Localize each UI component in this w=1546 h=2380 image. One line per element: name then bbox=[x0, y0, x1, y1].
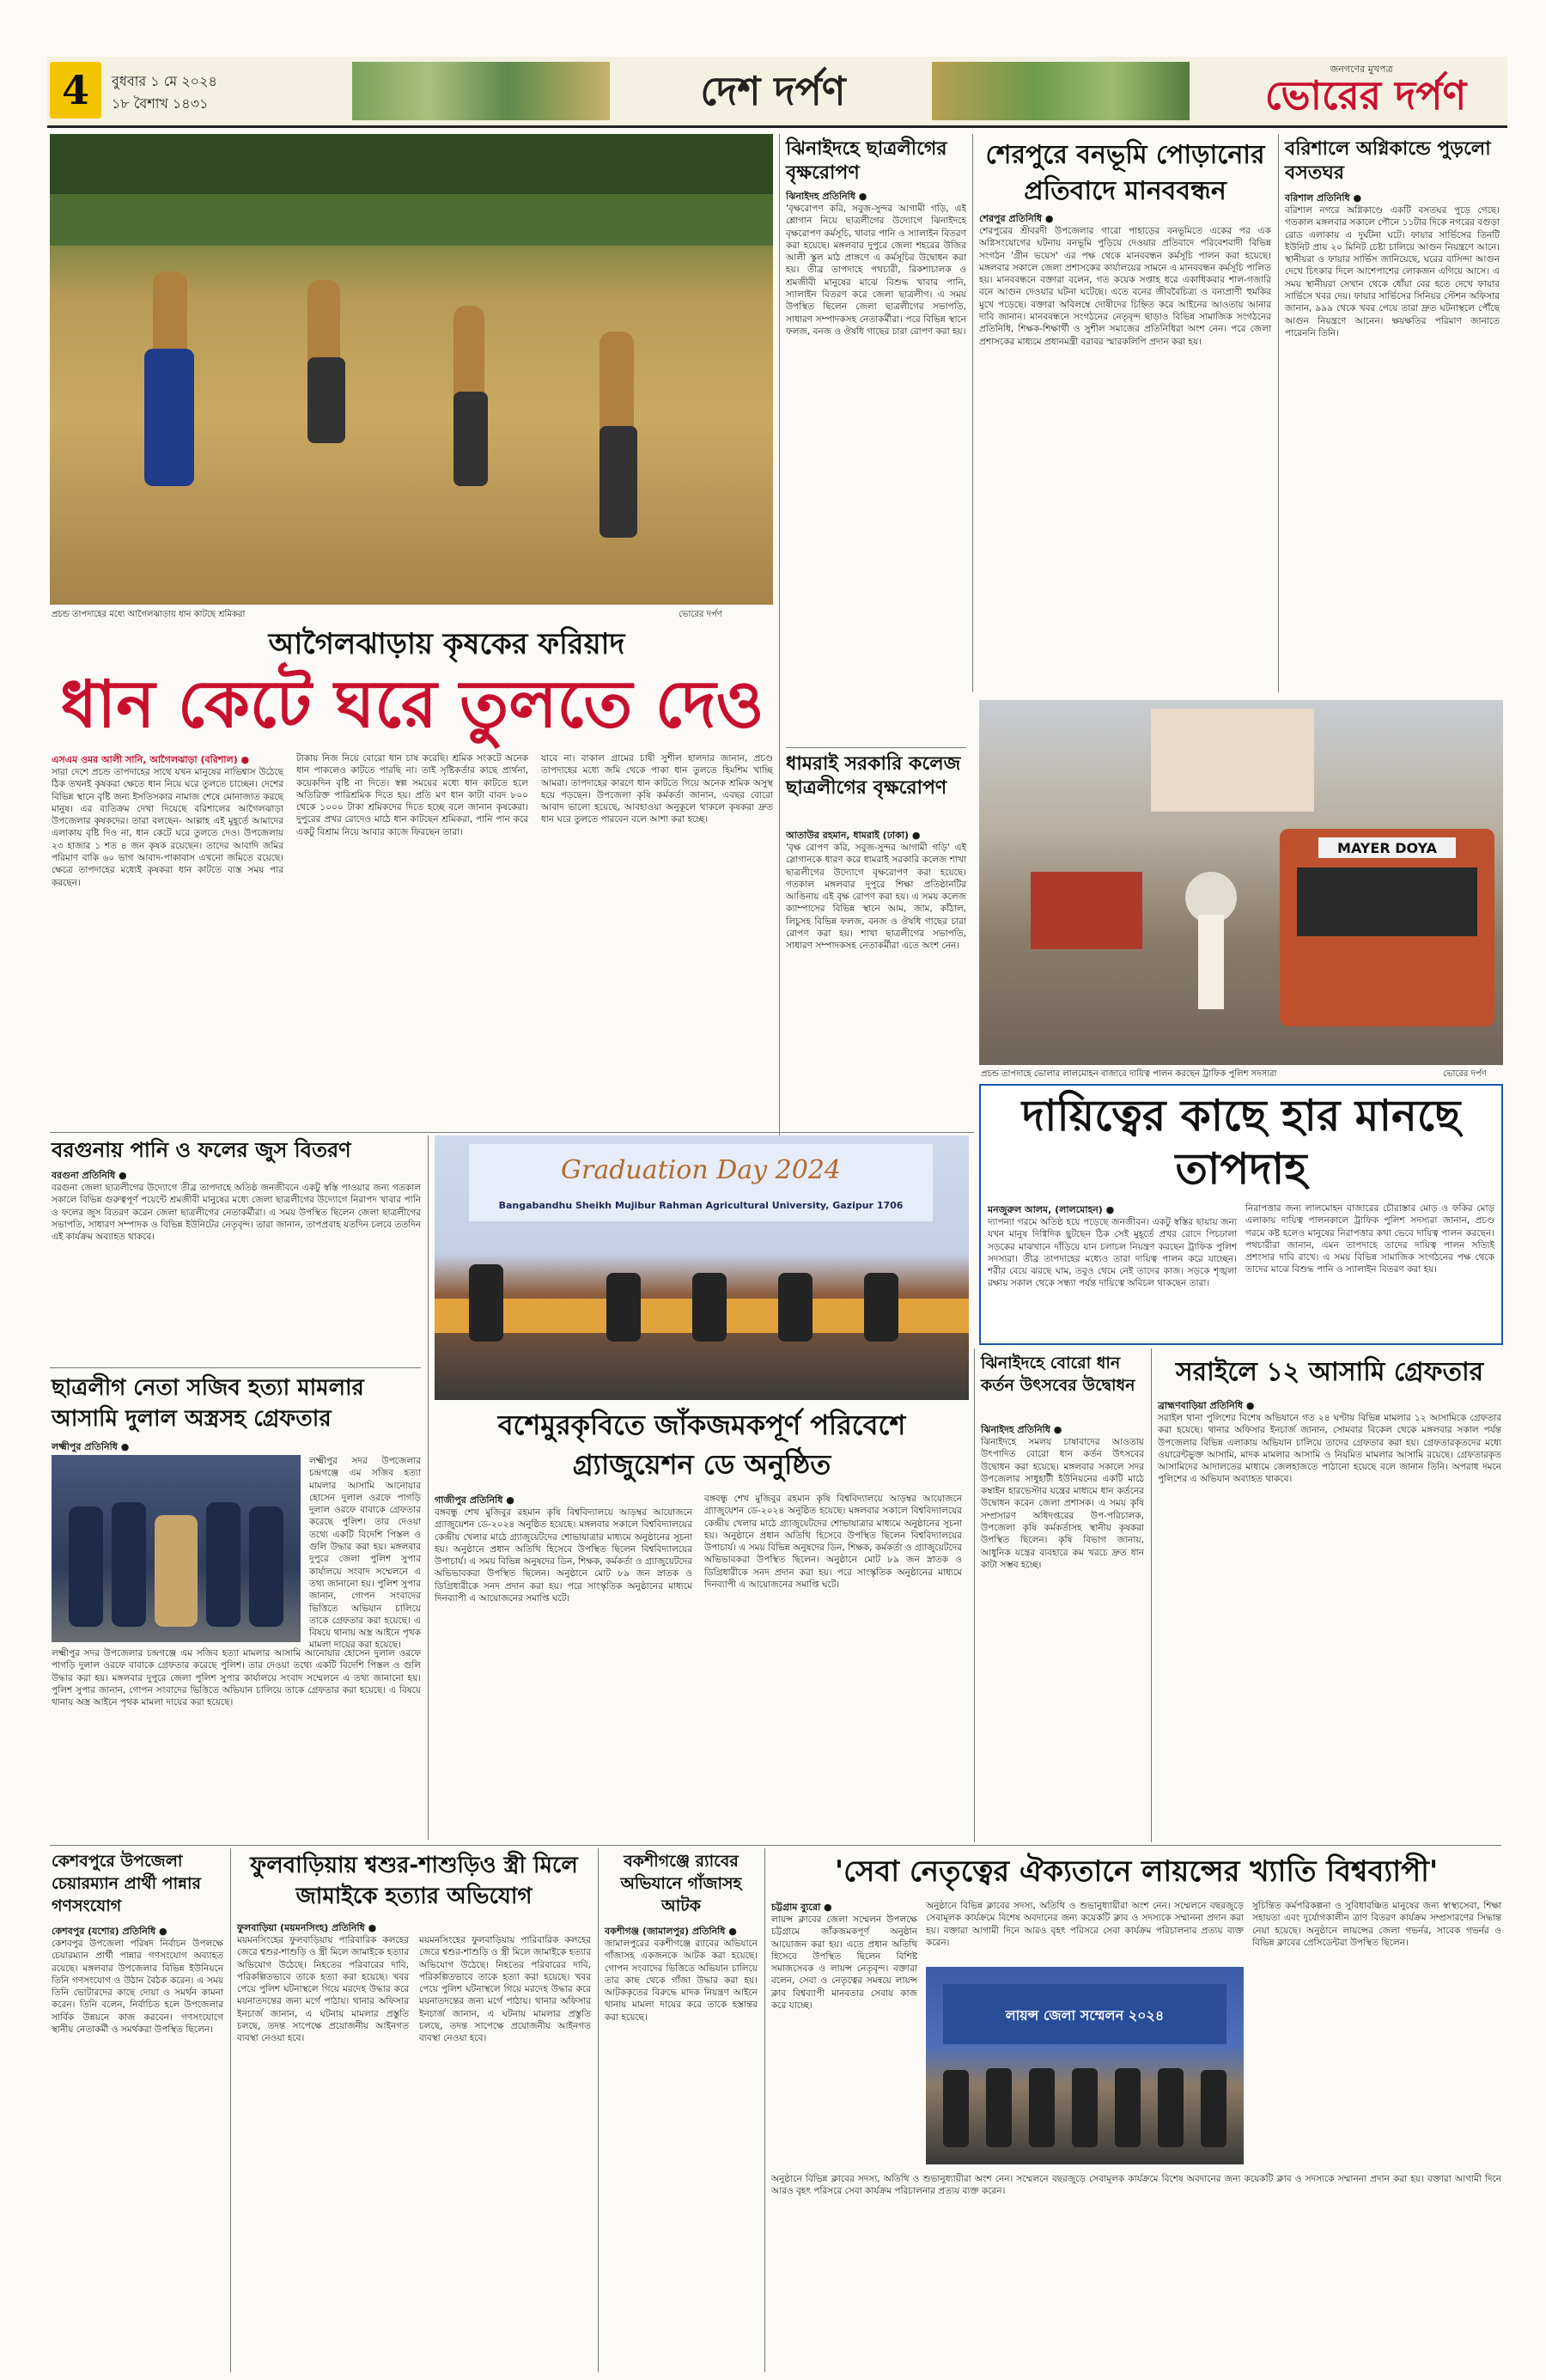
dhamrai-byline: আতাউর রহমান, ধামরাই (ঢাকা) ● bbox=[786, 830, 921, 841]
jhenaidah2-byline: ঝিনাইদহ প্রতিনিধি ● bbox=[981, 1424, 1062, 1435]
police-briefing-scene bbox=[52, 1455, 301, 1642]
tapdah-photo bbox=[979, 700, 1503, 1065]
lions-body-col3: সুচিন্তিত কর্মপরিকল্পনা ও সুবিধাবঞ্চিত মানুষের জন্য স্বাস্থ্যসেবা, শিক্ষা সহায়তা এবং দুর্যোগকালীন ত্রাণ বিতরণ কার্যক্রম সম্প্রসারণের সিদ্ধান্ত নেয়া হয়েছে। অনুষ্ঠানে লায়ন্সের জেলা গভর্নর, সাবেক গভর্নর ও বিভিন্ন ক্লাবের প্রেসিডেন্টরা উপস্থিত ছিলেন। bbox=[1252, 1901, 1501, 1948]
tapdah-photo-caption: প্রচন্ড তাপদাহে ভোলার লালমোহন বাজারে দায়িত্ব পালন করছেন ট্রাফিক পুলিশ সদস্যরা bbox=[981, 1069, 1277, 1079]
section-title: দেশ দর্পণ bbox=[700, 68, 846, 114]
graduation-photo bbox=[435, 1135, 969, 1400]
issue-date-bangla: ১৮ বৈশাখ ১৪৩১ bbox=[112, 95, 209, 112]
sarail-byline: ব্রাহ্মণবাড়িয়া প্রতিনিধি ● bbox=[1158, 1400, 1255, 1411]
lead-headline: ধান কেটে ঘরে তুলতে দেও bbox=[60, 666, 764, 742]
graduation-headline: বশেমুরকৃবিতে জাঁকজমকপূর্ণ পরিবেশে গ্র্যাজুয়েশন ডে অনুষ্ঠিত bbox=[497, 1409, 906, 1481]
header-photo-strip-right bbox=[932, 62, 1190, 120]
harvest-scene bbox=[50, 134, 773, 605]
graduation-banner-university: Bangabandhu Sheikh Mujibur Rahman Agricultural University, Gazipur 1706 bbox=[498, 1200, 904, 1211]
sarail-headline: সরাইলে ১২ আসামি গ্রেফতার bbox=[1175, 1357, 1484, 1387]
paper-logo: ভোরের দর্পণ bbox=[1264, 72, 1467, 119]
barguna-body: বরগুনা জেলা ছাত্রলীগের উদ্যোগে তীব্র তাপদাহে অতিষ্ঠ জনজীবনে একটু স্বস্তি পাওয়ার জন্য গতকাল সকালে বিভিন্ন গুরুত্বপূর্ণ পয়েন্টে শ্রমজীবী মানুষের মধ্যে জেলা ছাত্রলীগের উদ্যোগে নিরাপদ খাবার পানি ও ফলের জুস বিতরণ করেন জেলা ছাত্রলীগের নেতাকর্মীরা। এ সময় উপস্থিত ছিলেন জেলা ছাত্রলীগের সভাপতি, সাধারণ সম্পাদক ও বিভিন্ন ইউনিটের নেতৃবৃন্দ। তারা জানান, তাপপ্রবাহ যতদিন চলবে ততদিন এই কার্যক্রম অব্যাহত থাকবে। bbox=[52, 1183, 421, 1243]
fulbari-body-col2: ময়মনসিংহের ফুলবাড়িয়ায় পারিবারিক কলহের জেরে শ্বশুর-শাশুড়ি ও স্ত্রী মিলে জামাইকে হত্যার অভিযোগ উঠেছে। নিহতের পরিবারের দাবি, পরিকল্পিতভাবে তাকে হত্যা করা হয়েছে। খবর পেয়ে পুলিশ ঘটনাস্থলে গিয়ে মরদেহ উদ্ধার করে ময়নাতদন্তের জন্য মর্গে পাঠায়। থানার অফিসার ইনচার্জ জানান, এ ঘটনায় মামলার প্রস্তুতি চলছে, তদন্ত সাপেক্ষে প্রয়োজনীয় আইনগত ব্যবস্থা নেওয়া হবে। bbox=[419, 1935, 591, 2044]
barishal-byline: বরিশাল প্রতিনিধি ● bbox=[1285, 192, 1362, 204]
lions-photo bbox=[926, 1967, 1244, 2164]
graduation-body-col2: বঙ্গবন্ধু শেখ মুজিবুর রহমান কৃষি বিশ্ববিদ্যালয়ে আড়ম্বর আয়োজনে গ্র্যাজুয়েশন ডে-২০২৪ অনুষ্ঠিত হয়েছে। মঙ্গলবার সকালে বিশ্ববিদ্যালয়ের কেন্দ্রীয় খেলার মাঠে গ্র্যাজুয়েটদের শোভাযাত্রার মাধ্যমে অনুষ্ঠানের সূচনা হয়। অনুষ্ঠানে প্রধান অতিথি হিসেবে উপস্থিত ছিলেন বিশ্ববিদ্যালয়ের উপাচার্য। এ সময় বিভিন্ন অনুষদের ডিন, শিক্ষক, কর্মকর্তা ও গ্র্যাজুয়েটদের অভিভাবকরা উপস্থিত ছিলেন। অনুষ্ঠানে মোট ৮৯ জন স্নাতক ও ডিগ্রিধারীকে সনদ প্রদান করা হয়। পরে সাংস্কৃতিক অনুষ্ঠানের মাধ্যমে দিনব্যাপী এ আয়োজনের সমাপ্তি ঘটে। bbox=[704, 1494, 962, 1591]
laxmipur-headline: ছাত্রলীগ নেতা সজিব হত্যা মামলার আসামি দুলাল অস্ত্রসহ গ্রেফতার bbox=[52, 1375, 364, 1432]
issue-date: বুধবার ১ মে ২০২৪ bbox=[112, 73, 217, 89]
lead-body-col3: যাবে না। বাকাল গ্রামের চাষী সুশীল হালদার জানান, প্রচণ্ড তাপদাহের মধ্যে জমি থেকে পাকা ধান তুলতে হিমশিম খাচ্ছি আমরা। তাপদাহের কারণে ধান কাটতে গিয়ে অনেক শ্রমিক অসুস্থ হয়ে পড়ছেন। উপজেলা কৃষি কর্মকর্তা জানান, এবছর বোরো আবাদ ভালো হয়েছে, আবহাওয়া অনুকূলে থাকলে কৃষকরা দ্রুত ধান ঘরে তুলতে পারবেন বলে আশা করা হচ্ছে। bbox=[541, 753, 773, 825]
graduation-byline: গাজীপুর প্রতিনিধি ● bbox=[435, 1494, 514, 1506]
bus-destination-sign: MAYER DOYA bbox=[1337, 840, 1437, 856]
page-number: 4 bbox=[61, 67, 89, 113]
bakshiganj-body: জামালপুরের বকশীগঞ্জে র‍্যাবের অভিযানে গাঁজাসহ একজনকে আটক করা হয়েছে। গোপন সংবাদের ভিত্তিতে অভিযান চালিয়ে তার কাছ থেকে গাঁজা উদ্ধার করা হয়। আটককৃতের বিরুদ্ধে মাদক নিয়ন্ত্রণ আইনে থানায় মামলা দায়ের করে তাকে হস্তান্তর করা হয়েছে। bbox=[605, 1939, 758, 2023]
barishal-body: বরিশাল নগরে অগ্নিকাণ্ডে একটি বসতঘর পুড়ে গেছে। গতকাল মঙ্গলবার সকালে পৌনে ১১টার দিকে নগরের বগুড়া রোড এলাকায় এ দুর্ঘটনা ঘটে। ফায়ার সার্ভিসের তিনটি ইউনিট প্রায় ২০ মিনিট চেষ্টা চালিয়ে আগুন নিয়ন্ত্রণে আনে। স্থানীয়রা ও ফায়ার সার্ভিস জানিয়েছে, ঘরের বাসিন্দা আগুন দেখে চিৎকার দিলে আশেপাশের লোকজন এগিয়ে আসে। এ সময় স্থানীয়রা সেখান থেকে ধোঁয়া বের হতে দেখে ফায়ার সার্ভিসে খবর দেয়। ফায়ার সার্ভিসের সিনিয়র স্টেশন অফিসার জানান, ৯৯৯ থেকে খবর পেয়ে তারা দ্রুত ঘটনাস্থলে পৌঁছে আগুন নিয়ন্ত্রণে আনেন। ক্ষয়ক্ষতির পরিমাণ জানাতে পারেননি তিনি। bbox=[1285, 205, 1500, 338]
tapdah-body-col2: নিরাপত্তার জন্য লালমোহন বাজারের চৌরাস্তার মোড় ও ফকির মোড় এলাকায় দায়িত্ব পালনকালে ট্রাফিক পুলিশ সদস্যরা জানান, প্রচণ্ড গরমে কষ্ট হলেও মানুষের নিরাপত্তার কথা ভেবে দায়িত্ব পালন করছেন। পথচারীরা জানান, এমন তাপদাহে তাদের দায়িত্ব পালন সত্যিই প্রশংসার দাবি রাখে। এ সময় বিভিন্ন সামাজিক সংগঠনের পক্ষ থেকে তাদের মাঝে বিশুদ্ধ পানি ও স্যালাইন বিতরণ করা হয়। bbox=[1245, 1203, 1494, 1275]
lead-photo-credit: ভোরের দর্পণ bbox=[679, 610, 722, 619]
jhenaidah-body: 'বৃক্ষরোপণ করি, সবুজ-সুন্দর আগামী গড়ি, এই শ্লোগান নিয়ে ছাত্রলীগের উদ্যোগে ঝিনাইদহে বৃক্ষরোপণ কর্মসূচি, খাবার পানি ও স্যালাইন বিতরণ করা হয়েছে। মঙ্গলবার দুপুরে জেলা শহরের উজির আলী স্কুল মাঠ প্রাঙ্গণে এ কর্মসূচির উদ্বোধন করা হয়। তীব্র তাপদাহে পথচারী, রিকশাচালক ও শ্রমজীবী মানুষের মাঝে বিশুদ্ধ খাবার পানি, স্যালাইন বিতরণ করে জেলা ছাত্রলীগ। এ সময় উপস্থিত ছিলেন জেলা ছাত্রলীগের সভাপতি, সাধারণ সম্পাদকসহ নেতাকর্মীরা। পরে বিভিন্ন স্থানে ফলজ, বনজ ও ঔষধি গাছের চারা রোপণ করা হয়। bbox=[786, 204, 966, 337]
sherpur-byline: শেরপুর প্রতিনিধি ● bbox=[979, 213, 1054, 224]
dhamrai-headline: ধামরাই সরকারি কলেজ ছাত্রলীগের বৃক্ষরোপণ bbox=[786, 753, 961, 799]
jhenaidah-headline: ঝিনাইদহে ছাত্রলীগের বৃক্ষরোপণ bbox=[786, 138, 947, 184]
lead-byline: এসএম ওমর আলী সানি, আগৈলঝাড়া (বরিশাল) ● bbox=[52, 754, 250, 765]
street-scene bbox=[979, 700, 1503, 1065]
jhenaidah2-headline: ঝিনাইদহে বোরো ধান কর্তন উৎসবের উদ্বোধন bbox=[981, 1354, 1135, 1395]
lead-kicker: আগৈলঝাড়ায় কৃষকের ফরিয়াদ bbox=[268, 627, 625, 661]
lions-conference-scene bbox=[926, 1967, 1244, 2164]
laxmipur-body: লক্ষ্মীপুর সদর উপজেলার চন্দ্রগঞ্জে এম সজিব হত্যা মামলার আসামি আনোয়ার হোসেন দুলাল ওরফে পাগড়ি দুলাল ওরফে বাবাকে গ্রেফতার করেছে পুলিশ। তার দেওয়া তথ্যে একটি বিদেশি পিস্তল ও গুলি উদ্ধার করা হয়। মঙ্গলবার দুপুরে জেলা পুলিশ সুপার কার্যালয়ে সংবাদ সম্মেলনে এ তথ্য জানানো হয়। পুলিশ সুপার জানান, গোপন সংবাদের ভিত্তিতে অভিযান চালিয়ে তাকে গ্রেফতার করা হয়েছে। এ বিষয়ে থানায় অস্ত্র আইনে পৃথক মামলা দায়ের করা হয়েছে। bbox=[52, 1648, 421, 1708]
bakshiganj-byline: বকশীগঞ্জ (জামালপুর) প্রতিনিধি ● bbox=[605, 1926, 737, 1937]
jhenaidah-byline: ঝিনাইদহ প্রতিনিধি ● bbox=[786, 191, 867, 202]
barguna-headline: বরগুনায় পানি ও ফলের জুস বিতরণ bbox=[52, 1138, 351, 1162]
laxmipur-photo bbox=[52, 1455, 301, 1642]
fulbari-body-col1: ময়মনসিংহের ফুলবাড়িয়ায় পারিবারিক কলহের জেরে শ্বশুর-শাশুড়ি ও স্ত্রী মিলে জামাইকে হত্যার অভিযোগ উঠেছে। নিহতের পরিবারের দাবি, পরিকল্পিতভাবে তাকে হত্যা করা হয়েছে। খবর পেয়ে পুলিশ ঘটনাস্থলে গিয়ে মরদেহ উদ্ধার করে ময়নাতদন্তের জন্য মর্গে পাঠায়। থানার অফিসার ইনচার্জ জানান, এ ঘটনায় মামলার প্রস্তুতি চলছে, তদন্ত সাপেক্ষে প্রয়োজনীয় আইনগত ব্যবস্থা নেওয়া হবে। bbox=[237, 1935, 409, 2044]
lead-body-col1: সারা দেশে প্রচন্ড তাপদাহের সাথে যখন মানুষের নাভিশ্বাস উঠেছে ঠিক তখনই কৃষকরা ক্ষেতে ধান নিয়ে ঘরে তুলতে চাচ্ছেন। দেশের বিভিন্ন স্থানে বৃষ্টি জন্য ইসতিসকার নামাজ শেষে মোনাজাত করছে মানুষ। এর ব্যতিক্রম দেখা দিয়েছে বরিশালের আগৈলঝাড়া উপজেলার কৃষকদের। তারা বলছেন- আল্লাহ এই মুহূর্তে আমাদের এলাকায় বৃষ্টি দিও না, ধান কেটে ঘরে তুলতে দেও। উপজেলায় ২৩ হাজার ১ শত ৪ জন কৃষক রয়েছেন। তাদের আবাদি জমির পরিমাণ বাকি ৬০ ভাগ আবাদ-পাকাবাস এখনো জমিতে রয়েছে। ক্ষেত্রে তাপদাহের মধ্যেই কৃষকরা ধান কাটতে ব্যস্ত সময় পার করছেন। bbox=[52, 767, 283, 888]
sherpur-body: শেরপুরের শ্রীবরদী উপজেলার গারো পাহাড়ের বনভূমিতে একের পর এক অগ্নিসংযোগের ঘটনায় বনভূমি পুড়িয়ে দেওয়ার প্রতিবাদে পরিবেশবাদী বিভিন্ন সংগঠন 'গ্রীন ভয়েস' এর পক্ষ থেকে মানববন্ধন কর্মসূচি পালন করা হয়েছে। মঙ্গলবার সকালে জেলা প্রশাসকের কার্যালয়ের সামনে এ মানববন্ধন কর্মসূচি পালিত হয়। মানববন্ধনে বক্তারা বলেন, গত কয়েক সপ্তাহ ধরে একাধিকবার শাল-গজারি বনে আগুন দেওয়ার ঘটনা ঘটেছে। এতে বনের জীববৈচিত্র্য ও বন্যপ্রাণী হুমকির মুখে পড়েছে। বক্তারা অবিলম্বে দোষীদের চিহ্নিত করে আইনের আওতায় আনার দাবি জানান। মানববন্ধনে সংগঠনের নেতৃবৃন্দ ছাড়াও বিভিন্ন সামাজিক সংগঠনের প্রতিনিধি, শিক্ষক-শিক্ষার্থী ও সুশীল সমাজের প্রতিনিধিরা অংশ নেন। পরে জেলা প্রশাসকের মাধ্যমে প্রধানমন্ত্রী বরাবর স্মারকলিপি প্রদান করা হয়। bbox=[979, 226, 1271, 347]
jhenaidah2-body: ঝিনাইদহে সমলয় চাষাবাদের আওতায় উৎপাদিত বোরো ধান কর্তন উৎসবের উদ্বোধন করা হয়েছে। মঙ্গলবার সকালে সদর উপজেলার সাধুহাটী ইউনিয়নের একটি মাঠে কম্বাইন হারভেস্টার যন্ত্রের মাধ্যমে ধান কর্তনের উদ্বোধন করেন জেলা প্রশাসক। এ সময় কৃষি সম্প্রসারণ অধিদপ্তরের উপ-পরিচালক, উপজেলা কৃষি কর্মকর্তাসহ স্থানীয় কৃষকরা উপস্থিত ছিলেন। কৃষি বিভাগ জানায়, আধুনিক যন্ত্রের ব্যবহারে কম খরচে দ্রুত ধান কাটা সম্ভব হচ্ছে। bbox=[981, 1437, 1144, 1570]
sherpur-headline: শেরপুরে বনভূমি পোড়ানোর প্রতিবাদে মানববন্ধন bbox=[985, 140, 1265, 206]
graduation-banner-title: Graduation Day 2024 bbox=[561, 1155, 841, 1185]
graduation-stage bbox=[435, 1135, 969, 1400]
graduation-body-col1: বঙ্গবন্ধু শেখ মুজিবুর রহমান কৃষি বিশ্ববিদ্যালয়ে আড়ম্বর আয়োজনে গ্র্যাজুয়েশন ডে-২০২৪ অনুষ্ঠিত হয়েছে। মঙ্গলবার সকালে বিশ্ববিদ্যালয়ের কেন্দ্রীয় খেলার মাঠে গ্র্যাজুয়েটদের শোভাযাত্রার মাধ্যমে অনুষ্ঠানের সূচনা হয়। অনুষ্ঠানে প্রধান অতিথি হিসেবে উপস্থিত ছিলেন বিশ্ববিদ্যালয়ের উপাচার্য। এ সময় বিভিন্ন অনুষদের ডিন, শিক্ষক, কর্মকর্তা ও গ্র্যাজুয়েটদের অভিভাবকরা উপস্থিত ছিলেন। অনুষ্ঠানে মোট ৮৯ জন স্নাতক ও ডিগ্রিধারীকে সনদ প্রদান করা হয়। পরে সাংস্কৃতিক অনুষ্ঠানের মাধ্যমে দিনব্যাপী এ আয়োজনের সমাপ্তি ঘটে। bbox=[435, 1507, 692, 1604]
bakshiganj-headline: বকশীগঞ্জে র‍্যাবের অভিযানে গাঁজাসহ আটক bbox=[620, 1852, 742, 1915]
lions-byline: চট্টগ্রাম ব্যুরো ● bbox=[771, 1902, 832, 1913]
tapdah-body-col1: দ্যাপন্যা গরমে অতিষ্ঠ হয়ে পড়েছে জনজীবন। একটু স্বস্তির ছায়ায় জন্য যখন মানুষ দিগ্বিদিক ছুটছেন ঠিক সেই মুহূর্তে প্রখর রোদে পিচঢালা সড়কের মাঝখানে দাঁড়িয়ে যান চলাচল নিয়ন্ত্রণ করছেন ট্রাফিক পুলিশ সদস্যরা। তীব্র তাপদাহের মধ্যেও তারা দায়িত্ব পালন করে যাচ্ছেন। শরীর বেয়ে ঝরছে ঘাম, তবুও থেমে নেই তাদের কাজ। সড়কে শৃঙ্খলা রক্ষায় সকাল থেকে সন্ধ্যা পর্যন্ত দায়িত্বে অবিচল থাকছেন তারা। bbox=[988, 1217, 1237, 1289]
lions-headline: 'সেবা নেতৃত্বের ঐক্যতানে লায়ন্সের খ্যাতি বিশ্বব্যাপী' bbox=[834, 1854, 1439, 1889]
laxmipur-byline: লক্ষ্মীপুর প্রতিনিধি ● bbox=[52, 1441, 130, 1452]
lead-photo-harvest bbox=[50, 134, 773, 605]
header-photo-strip-left bbox=[352, 62, 610, 120]
lead-body-col2: টাকায় নিজ নিয়ে বোরো ধান চাষ করেছি। শ্রমিক সংকটে অনেক ধান পাকলেও কাটতে পারছি না। তাই সৃষ্টিকর্তার কাছে প্রার্থনা, কয়েকদিন বৃষ্টি না দিতে। স্বল্প সময়ের মধ্যে ধান কাটতে হলে অতিরিক্ত পারিশ্রমিক দিতে হয়। প্রতি মণ ধান কাটা বাবদ ৮০০ থেকে ১০০০ টাকা শ্রমিকদের দিতে হচ্ছে বলে জানান কৃষকেরা। দুপুরের প্রখর রোদেও মাঠে ধান কাটছেন শ্রমিকরা, পানি পান করে একটু বিশ্রাম নিয়ে আবার কাজে ফিরছেন তারা। bbox=[296, 753, 528, 837]
barishal-headline: বরিশালে অগ্নিকান্ডে পুড়লো বসতঘর bbox=[1285, 138, 1491, 184]
fulbari-byline: ফুলবাড়িয়া (ময়মনসিংহ) প্রতিনিধি ● bbox=[237, 1922, 377, 1933]
tapdah-headline: দায়িত্বের কাছে হার মানছে তাপদাহ bbox=[1021, 1091, 1461, 1194]
keshabpur-headline: কেশবপুরে উপজেলা চেয়ারম্যান প্রার্থী পান্নার গণসংযোগ bbox=[52, 1852, 201, 1915]
paper-tagline: জনগণের মুখপত্র bbox=[1330, 64, 1393, 75]
barguna-byline: বরগুনা প্রতিনিধি ● bbox=[52, 1170, 127, 1181]
lions-body-col1: লায়ন্স ক্লাবের জেলা সম্মেলন উপলক্ষে চট্টগ্রামে জাঁকজমকপূর্ণ অনুষ্ঠান আয়োজন করা হয়। এতে প্রধান অতিথি হিসেবে উপস্থিত ছিলেন বিশিষ্ট সমাজসেবক ও লায়ন্স নেতৃবৃন্দ। বক্তারা বলেন, সেবা ও নেতৃত্বের সমন্বয়ে লায়ন্স ক্লাব বিশ্বব্যাপী মানবতার সেবায় কাজ করে যাচ্ছে। bbox=[771, 1914, 917, 2012]
sarail-body: সরাইল থানা পুলিশের বিশেষ অভিযানে গত ২৪ ঘণ্টায় বিভিন্ন মামলার ১২ আসামিকে গ্রেফতার করা হয়েছে। থানার অফিসার ইনচার্জ জানান, সোমবার বিকেল থেকে মঙ্গলবার সকাল পর্যন্ত উপজেলার বিভিন্ন এলাকায় অভিযান চালিয়ে তাদের গ্রেফতার করা হয়। গ্রেফতারকৃতদের মধ্যে ওয়ারেন্টভুক্ত আসামি, মাদক মামলার আসামি ও নিয়মিত মামলার আসামি রয়েছে। গ্রেফতারকৃত আসামিদের আদালতের মাধ্যমে জেলহাজতে পাঠানো হয়েছে বলে জানান তিনি। অপরাধ দমনে পুলিশের এ অভিযান অব্যাহত থাকবে। bbox=[1158, 1413, 1501, 1485]
dhamrai-body: 'বৃক্ষ রোপণ করি, সবুজ-সুন্দর আগামী গড়ি' এই স্লোগানকে ধারণ করে ধামরাই সরকারি কলেজ শাখা ছাত্রলীগের উদ্যোগে বৃক্ষরোপণ করা হয়েছে। গতকাল মঙ্গলবার দুপুরে শিক্ষা প্রতিষ্ঠানটির আঙিনায় এই বৃক্ষ রোপণ করা হয়। এ সময় কলেজ ক্যাম্পাসের বিভিন্ন স্থানে আম, জাম, কাঁঠাল, লিচুসহ বিভিন্ন ফলজ, বনজ ও ঔষধি গাছের চারা রোপণ করা হয়। শাখা ছাত্রলীগের সভাপতি, সাধারণ সম্পাদকসহ নেতাকর্মীরা এতে অংশ নেন। bbox=[786, 843, 966, 952]
tapdah-photo-credit: ভোরের দর্পণ bbox=[1443, 1069, 1487, 1079]
lions-body-bottom: অনুষ্ঠানে বিভিন্ন ক্লাবের সদস্য, অতিথি ও শুভানুধ্যায়ীরা অংশ নেন। সম্মেলনে বছরজুড়ে সেবামূলক কার্যক্রমে বিশেষ অবদানের জন্য কয়েকটি ক্লাব ও সদস্যকে সম্মাননা প্রদান করা হয়। বক্তারা আগামী দিনে আরও বৃহৎ পরিসরে সেবা কার্যক্রম পরিচালনার প্রত্যয় ব্যক্ত করেন। bbox=[771, 2174, 1502, 2197]
lions-body-col2: অনুষ্ঠানে বিভিন্ন ক্লাবের সদস্য, অতিথি ও শুভানুধ্যায়ীরা অংশ নেন। সম্মেলনে বছরজুড়ে সেবামূলক কার্যক্রমে বিশেষ অবদানের জন্য কয়েকটি ক্লাব ও সদস্যকে সম্মাননা প্রদান করা হয়। বক্তারা আগামী দিনে আরও বৃহৎ পরিসরে সেবা কার্যক্রম পরিচালনার প্রত্যয় ব্যক্ত করেন। bbox=[926, 1901, 1244, 1948]
tapdah-byline: মনজুরুল আলম, (লালমোহন) ● bbox=[988, 1204, 1115, 1215]
fulbari-headline: ফুলবাড়িয়ায় শ্বশুর-শাশুড়িও স্ত্রী মিলে জামাইকে হত্যার অভিযোগ bbox=[250, 1853, 578, 1909]
lions-banner-text: লায়ন্স জেলা সম্মেলন ২০২৪ bbox=[1005, 2007, 1165, 2024]
laxmipur-body-side: লক্ষ্মীপুর সদর উপজেলার চন্দ্রগঞ্জে এম সজিব হত্যা মামলার আসামি আনোয়ার হোসেন দুলাল ওরফে পাগড়ি দুলাল ওরফে বাবাকে গ্রেফতার করেছে পুলিশ। তার দেওয়া তথ্যে একটি বিদেশি পিস্তল ও গুলি উদ্ধার করা হয়। মঙ্গলবার দুপুরে জেলা পুলিশ সুপার কার্যালয়ে সংবাদ সম্মেলনে এ তথ্য জানানো হয়। পুলিশ সুপার জানান, গোপন সংবাদের ভিত্তিতে অভিযান চালিয়ে তাকে গ্রেফতার করা হয়েছে। এ বিষয়ে থানায় অস্ত্র আইনে পৃথক মামলা দায়ের করা হয়েছে। bbox=[309, 1456, 421, 1651]
keshabpur-body: কেশবপুর উপজেলা পরিষদ নির্বাচন উপলক্ষে চেয়ারম্যান প্রার্থী পান্নার গণসংযোগ অব্যাহত রয়েছে। মঙ্গলবার উপজেলার বিভিন্ন ইউনিয়নে তিনি গণসংযোগ ও উঠান বৈঠক করেন। এ সময় তিনি ভোটারদের কাছে দোয়া ও সমর্থন কামনা করেন। তিনি বলেন, নির্বাচিত হলে উপজেলার সার্বিক উন্নয়নে কাজ করবেন। গণসংযোগে স্থানীয় নেতাকর্মী ও সমর্থকরা উপস্থিত ছিলেন। bbox=[52, 1939, 223, 2036]
keshabpur-byline: কেশবপুর (যশোর) প্রতিনিধি ● bbox=[52, 1926, 167, 1937]
lead-photo-caption: প্রচন্ড তাপদাহের মধ্যে আগৈলঝাড়ায় ধান কাটছে শ্রমিকরা bbox=[52, 610, 246, 619]
